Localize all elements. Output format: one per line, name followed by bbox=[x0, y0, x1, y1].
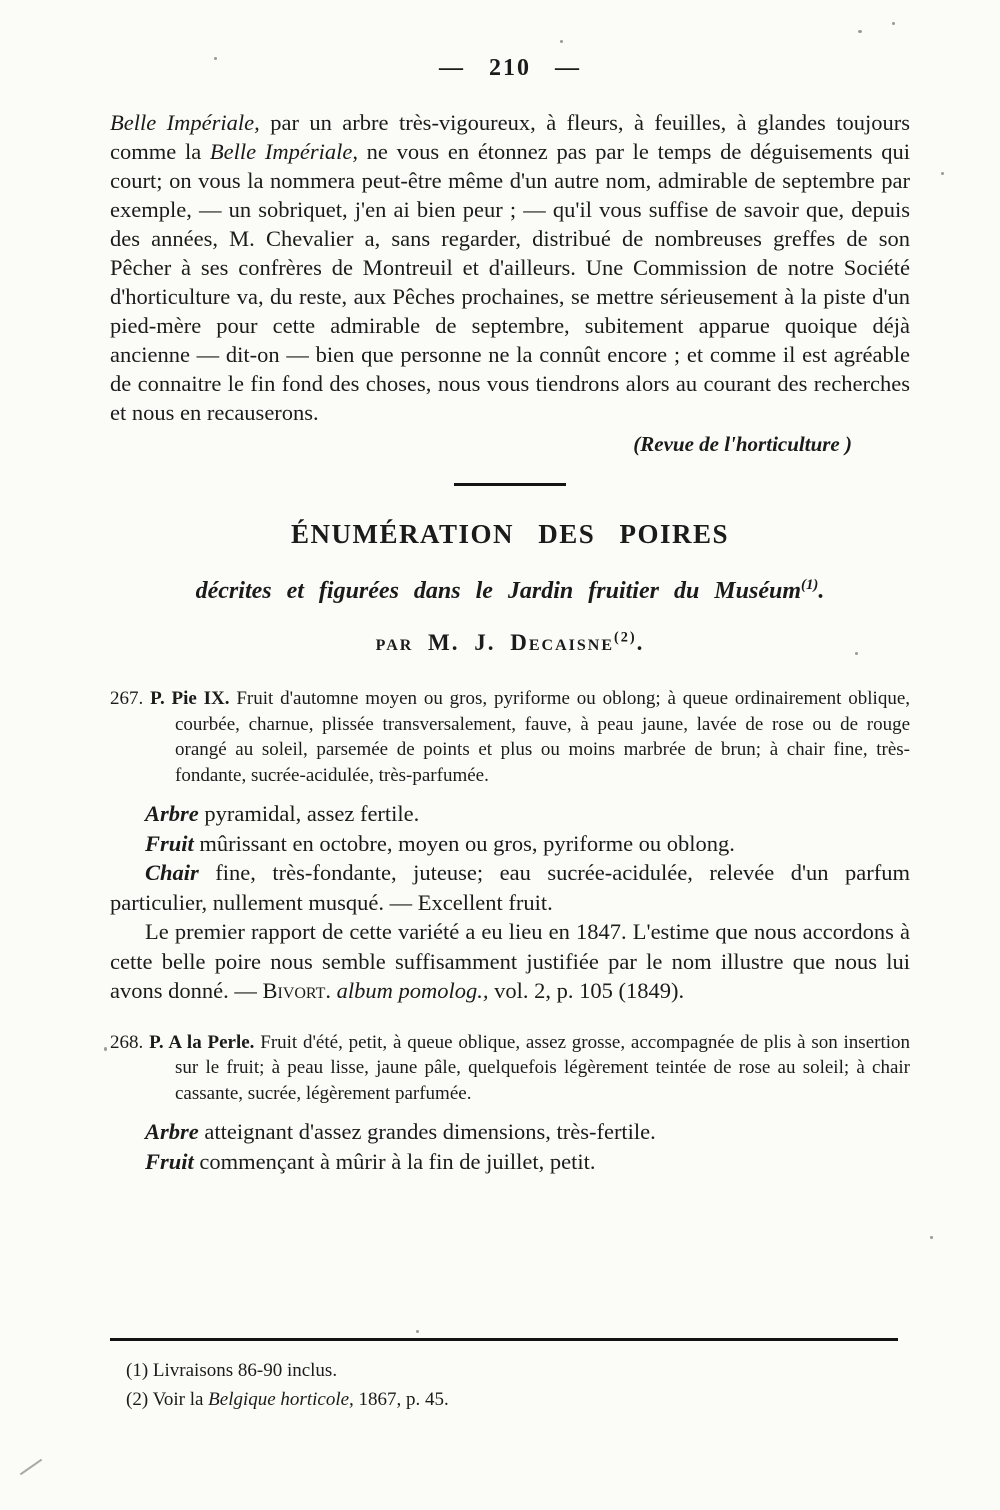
section-divider-rule bbox=[454, 483, 566, 486]
detail-lead: Arbre bbox=[145, 801, 199, 826]
detail-lead: Fruit bbox=[145, 1148, 194, 1174]
footnote-text: 1867, p. 45. bbox=[353, 1389, 449, 1410]
entry-description: Fruit d'automne moyen ou gros, pyriforme ou oblong; à queue ordinairement oblique, courbée, charnue, plissée transversalement, fauve, à peau jaune, lavée de rose ou de rouge orangé au soleil, parsemée de points et plus ou moins marbrée de brun; à chair fine, très-fondante, sucrée-acidulée, très-parfumée. bbox=[175, 688, 911, 786]
scan-speck bbox=[892, 22, 895, 25]
footnote-separator-rule bbox=[110, 1338, 898, 1341]
footnote-section bbox=[110, 1338, 898, 1414]
commentary-source-name: Bivort. bbox=[262, 978, 332, 1003]
catalog-entry-268 bbox=[110, 1030, 910, 1107]
footnote-1 bbox=[110, 1356, 898, 1385]
byline-text: par M. J. Decaisne bbox=[375, 630, 615, 655]
footnote-text: Livraisons 86-90 inclus. bbox=[148, 1360, 338, 1381]
subtitle-text: décrites et figurées dans le Jardin fruitier du Muséum bbox=[195, 578, 801, 604]
entry-267-detail-chair bbox=[110, 858, 910, 917]
entry-name: P. Pie IX. bbox=[150, 688, 230, 709]
commentary-source-work: album pomolog., bbox=[331, 978, 489, 1003]
footnote-ref-2: (2) bbox=[614, 629, 637, 646]
page-number: — 210 — bbox=[439, 55, 581, 81]
scan-speck bbox=[941, 172, 944, 175]
commentary-text: Le premier rapport de cette variété a eu lieu en 1847. L'estime que nous accordons à cette belle poire nous semble suffisamment justifiée par le nom illustre que nous lui avons donné. — bbox=[110, 919, 910, 1003]
text-block bbox=[110, 0, 910, 1176]
scan-scratch bbox=[20, 1459, 42, 1476]
detail-lead: Fruit bbox=[145, 830, 194, 856]
detail-text: commençant à mûrir à la fin de juillet, petit. bbox=[193, 1148, 596, 1174]
footnote-marker: (2) bbox=[126, 1389, 149, 1410]
detail-lead: Chair bbox=[145, 860, 199, 885]
entry-description: Fruit d'été, petit, à queue oblique, assez grosse, accompagnée de plis à son insertion sur le fruit; à peau lisse, jaune pâle, quelquefois légèrement teintée de rose au soleil; à chair cassante, sucrée, légèrement parfumée. bbox=[175, 1031, 911, 1104]
scan-speck bbox=[560, 40, 563, 43]
entry-number: 268. bbox=[110, 1031, 144, 1053]
entry-268-detail-arbre bbox=[110, 1117, 910, 1147]
detail-text: atteignant d'assez grandes dimensions, très-fertile. bbox=[198, 1119, 656, 1144]
scan-speck bbox=[855, 652, 858, 655]
subtitle-period: . bbox=[818, 578, 825, 604]
intro-segment: ne vous en étonnez pas par le temps de déguisements qui court; on vous la nommera peut-être même d'un autre nom, admirable de septembre par exemple, — un sobriquet, j'en ai bien peur ; — qu'il vous suffise de savoir que, depuis des années, M. Chevalier a, sans regarder, distribué de nombreuses greffes de son Pêcher à ses confrères de Montreuil et d'ailleurs. Une Commission de notre Société d'horticulture va, du reste, aux Pêches prochaines, se mettre sérieusement à la piste d'un pied-mère pour cette admirable de septembre, subitement apparue quoique déjà ancienne — dit-on — bien que personne ne la connût encore ; et comme il est agréable de connaitre le fin fond des choses, nous vous tiendrons alors au courant des recherches et nous en recauserons. bbox=[110, 139, 910, 425]
entry-268-detail-fruit bbox=[110, 1147, 910, 1177]
scan-speck bbox=[930, 1236, 933, 1239]
entry-name: P. A la Perle. bbox=[149, 1031, 255, 1053]
intro-segment: Belle Impériale, bbox=[209, 139, 358, 164]
section-title: ÉNUMÉRATION DES POIRES bbox=[290, 519, 730, 549]
scan-speck bbox=[214, 57, 217, 60]
source-attribution: (Revue de l'horticulture ) bbox=[633, 432, 852, 456]
intro-segment: Belle Impériale, bbox=[110, 110, 260, 135]
section-subtitle bbox=[110, 578, 910, 605]
intro-paragraph bbox=[110, 108, 910, 427]
scan-speck bbox=[416, 1330, 419, 1333]
commentary-reference: vol. 2, p. 105 (1849). bbox=[488, 978, 685, 1003]
scan-speck bbox=[858, 30, 862, 33]
detail-lead: Arbre bbox=[145, 1119, 199, 1144]
detail-text: pyramidal, assez fertile. bbox=[198, 801, 420, 826]
footnote-marker: (1) bbox=[126, 1360, 149, 1381]
entry-number: 267. bbox=[110, 688, 144, 709]
detail-text: fine, très-fondante, juteuse; eau sucrée-acidulée, relevée d'un parfum particulier, nullement musqué. — Excellent fruit. bbox=[110, 860, 910, 915]
footnote-work-title: Belgique horticole, bbox=[208, 1389, 354, 1410]
footnote-ref-1: (1) bbox=[801, 577, 819, 593]
entry-267-detail-fruit bbox=[110, 829, 910, 859]
author-byline bbox=[110, 630, 910, 656]
entry-267-commentary bbox=[110, 917, 910, 1006]
detail-text: mûrissant en octobre, moyen ou gros, pyriforme ou oblong. bbox=[193, 830, 735, 856]
catalog-entry-267 bbox=[110, 686, 910, 788]
byline-period: . bbox=[636, 630, 645, 655]
footnote-text: Voir la bbox=[148, 1389, 209, 1410]
footnote-2 bbox=[110, 1385, 898, 1414]
intro-segment: par un arbre très-vigoureux, à fleurs, à feuilles, à glandes toujours comme la bbox=[110, 110, 910, 164]
entry-267-detail-arbre bbox=[110, 799, 910, 829]
scan-speck bbox=[104, 1047, 107, 1051]
